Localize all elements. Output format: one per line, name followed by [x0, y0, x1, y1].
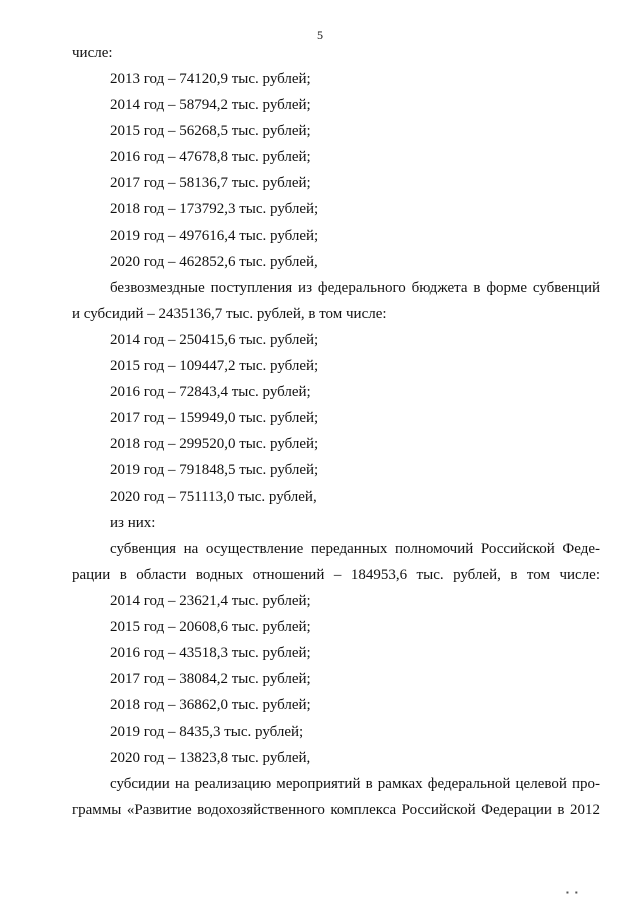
text-line: 2020 год – 13823,8 тыс. рублей,	[110, 750, 311, 766]
page-number: 5	[317, 28, 323, 42]
text-line: 2014 год – 250415,6 тыс. рублей;	[110, 332, 319, 348]
text-line: 2015 год – 56268,5 тыс. рублей;	[110, 123, 311, 139]
text-line: из них:	[110, 515, 156, 531]
text-line: 2020 год – 751113,0 тыс. рублей,	[110, 489, 317, 505]
text-line: 2014 год – 58794,2 тыс. рублей;	[110, 97, 311, 113]
text-line: 2018 год – 36862,0 тыс. рублей;	[110, 697, 311, 713]
text-line: 2019 год – 791848,5 тыс. рублей;	[110, 462, 319, 478]
text-line: 2016 год – 43518,3 тыс. рублей;	[110, 645, 311, 661]
text-line: 2016 год – 72843,4 тыс. рублей;	[110, 384, 311, 400]
text-line: 2014 год – 23621,4 тыс. рублей;	[110, 593, 311, 609]
text-line: 2019 год – 8435,3 тыс. рублей;	[110, 724, 304, 740]
text-line: 2013 год – 74120,9 тыс. рублей;	[110, 71, 311, 87]
text-line: 2018 год – 299520,0 тыс. рублей;	[110, 436, 319, 452]
text-line: 2017 год – 159949,0 тыс. рублей;	[110, 410, 319, 426]
scan-mark: ▪ ▪	[566, 888, 578, 897]
text-line: 2020 год – 462852,6 тыс. рублей,	[110, 254, 318, 270]
text-line: 2015 год – 20608,6 тыс. рублей;	[110, 619, 311, 635]
text-line: субвенция на осуществление переданных полномочий Российской Феде-	[110, 541, 600, 557]
text-line: 2015 год – 109447,2 тыс. рублей;	[110, 358, 319, 374]
text-line: 2019 год – 497616,4 тыс. рублей;	[110, 228, 319, 244]
text-line: граммы «Развитие водохозяйственного комплекса Российской Федерации в 2012	[72, 802, 600, 818]
text-line: безвозмездные поступления из федерального бюджета в форме субвенций	[110, 280, 600, 296]
text-line: 2018 год – 173792,3 тыс. рублей;	[110, 201, 319, 217]
text-line: субсидии на реализацию мероприятий в рамках федеральной целевой про-	[110, 776, 600, 792]
text-line: рации в области водных отношений – 184953,6 тыс. рублей, в том числе:	[72, 567, 600, 583]
text-line: 2016 год – 47678,8 тыс. рублей;	[110, 149, 311, 165]
text-line: числе:	[72, 45, 113, 61]
text-line: 2017 год – 58136,7 тыс. рублей;	[110, 175, 311, 191]
text-line: и субсидий – 2435136,7 тыс. рублей, в том числе:	[72, 306, 387, 322]
text-line: 2017 год – 38084,2 тыс. рублей;	[110, 671, 311, 687]
